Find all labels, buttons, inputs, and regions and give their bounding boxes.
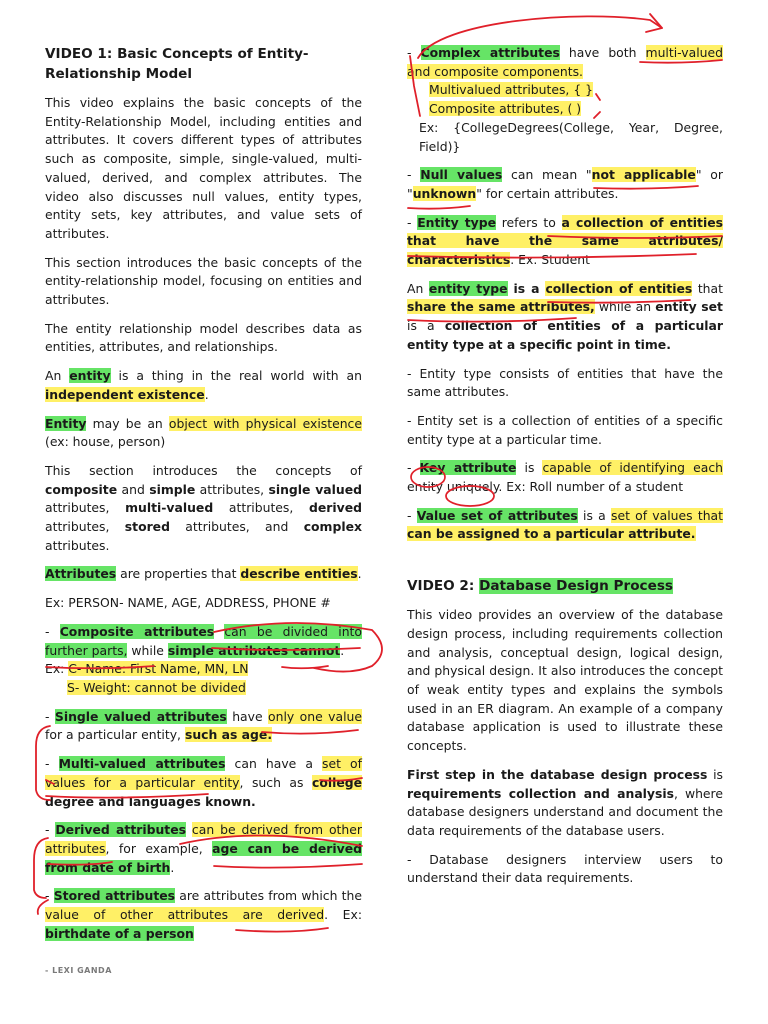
first-step: First step in the database design process is requirements collection and analysis, where database designers understand and document the data requirements of the database users. bbox=[407, 766, 723, 838]
attributes-example: Ex: PERSON- NAME, AGE, ADDRESS, PHONE # bbox=[45, 595, 331, 611]
entity-physical: Entity may be an object with physical existence (ex: house, person) bbox=[45, 415, 362, 450]
composite-example-2: S- Weight: cannot be divided bbox=[67, 679, 246, 695]
entity-set: An entity type is a collection of entities that share the same attributes, while an entity set is a collection of entities of a particular entity type at a specific point in time. bbox=[407, 280, 723, 352]
video2-overview: This video provides an overview of the database design process, including requirements collection and analysis, conceptual design, logical design, and physical design. It also introduces the concept of weak entity types and explains the symbols used in an ER diagram. An example of a company database application is used to illustrate these concepts. bbox=[407, 607, 723, 754]
key-attribute: - Key attribute is capable of identifying each entity uniquely. Ex: Roll number of a student bbox=[407, 460, 723, 495]
entity-definition: An entity is a thing in the real world with an independent existence. bbox=[45, 368, 362, 402]
entity-set-note: - Entity set is a collection of entities of a specific entity type at a particular time. bbox=[407, 412, 723, 447]
right-column bbox=[407, 44, 723, 898]
interview-note: - Database designers interview users to understand their data requirements. bbox=[407, 851, 723, 886]
multi-valued-attributes: - Multi-valued attributes can have a set of values for a particular entity, such as college degree and languages known. bbox=[45, 756, 362, 809]
complex-attributes: - Complex attributes have both multi-valued and composite components. bbox=[407, 45, 724, 79]
composite-example-1: Ex: C- Name: First Name, MN, LN bbox=[45, 661, 249, 677]
video1-heading: VIDEO 1: Basic Concepts of Entity-Relationship Model bbox=[45, 46, 309, 82]
author-footer: - LEXI GANDA bbox=[45, 966, 112, 975]
entity-type: - Entity type refers to a collection of entities that have the same attributes/ characteristics. Ex. Student bbox=[407, 214, 723, 268]
entity-type-note: - Entity type consists of entities that have the same attributes. bbox=[407, 365, 723, 400]
video2-heading: VIDEO 2: Database Design Process bbox=[407, 578, 674, 595]
composite-attributes: - Composite attributes can be divided into further parts, while simple attributes cannot. bbox=[45, 623, 362, 658]
stored-attributes: - Stored attributes are attributes from which the value of other attributes are derived. Ex: birthdate of a person bbox=[45, 888, 363, 941]
attribute-concepts: This section introduces the concepts of composite and simple attributes, single valued attributes, multi-valued attributes, derived attributes, stored attributes, and complex attributes. bbox=[45, 462, 362, 553]
model-definition: The entity relationship model describes data as entities, attributes, and relationships. bbox=[45, 320, 362, 355]
complex-composite: Composite attributes, ( ) bbox=[429, 101, 582, 117]
red-arrowhead-annotation bbox=[646, 14, 662, 32]
complex-multivalued: Multivalued attributes, { } bbox=[429, 82, 594, 98]
null-values: - Null values can mean "not applicable" or "unknown" for certain attributes. bbox=[407, 167, 723, 201]
attributes-definition: Attributes are properties that describe entities. bbox=[45, 566, 362, 582]
video1-intro: This video explains the basic concepts of the Entity-Relationship Model, including entities and attributes. It covers different types of attributes such as composite, simple, single-valued, multi-valued, derived, and complex attributes. The video also discusses null values, entity types, entity sets, key attributes, and value sets of attributes. bbox=[45, 95, 362, 241]
section-intro: This section introduces the basic concepts of the entity-relationship model, focusing on entities and attributes. bbox=[45, 254, 362, 308]
single-valued-attributes: - Single valued attributes have only one value for a particular entity, such as age. bbox=[45, 708, 362, 743]
derived-attributes: - Derived attributes can be derived from other attributes, for example, age can be derived from date of birth. bbox=[45, 822, 362, 875]
value-set: - Value set of attributes is a set of values that can be assigned to a particular attribute. bbox=[407, 507, 723, 542]
left-column bbox=[45, 44, 362, 953]
complex-example: Ex: {CollegeDegrees(College, Year, Degree, Field)} bbox=[419, 119, 723, 154]
